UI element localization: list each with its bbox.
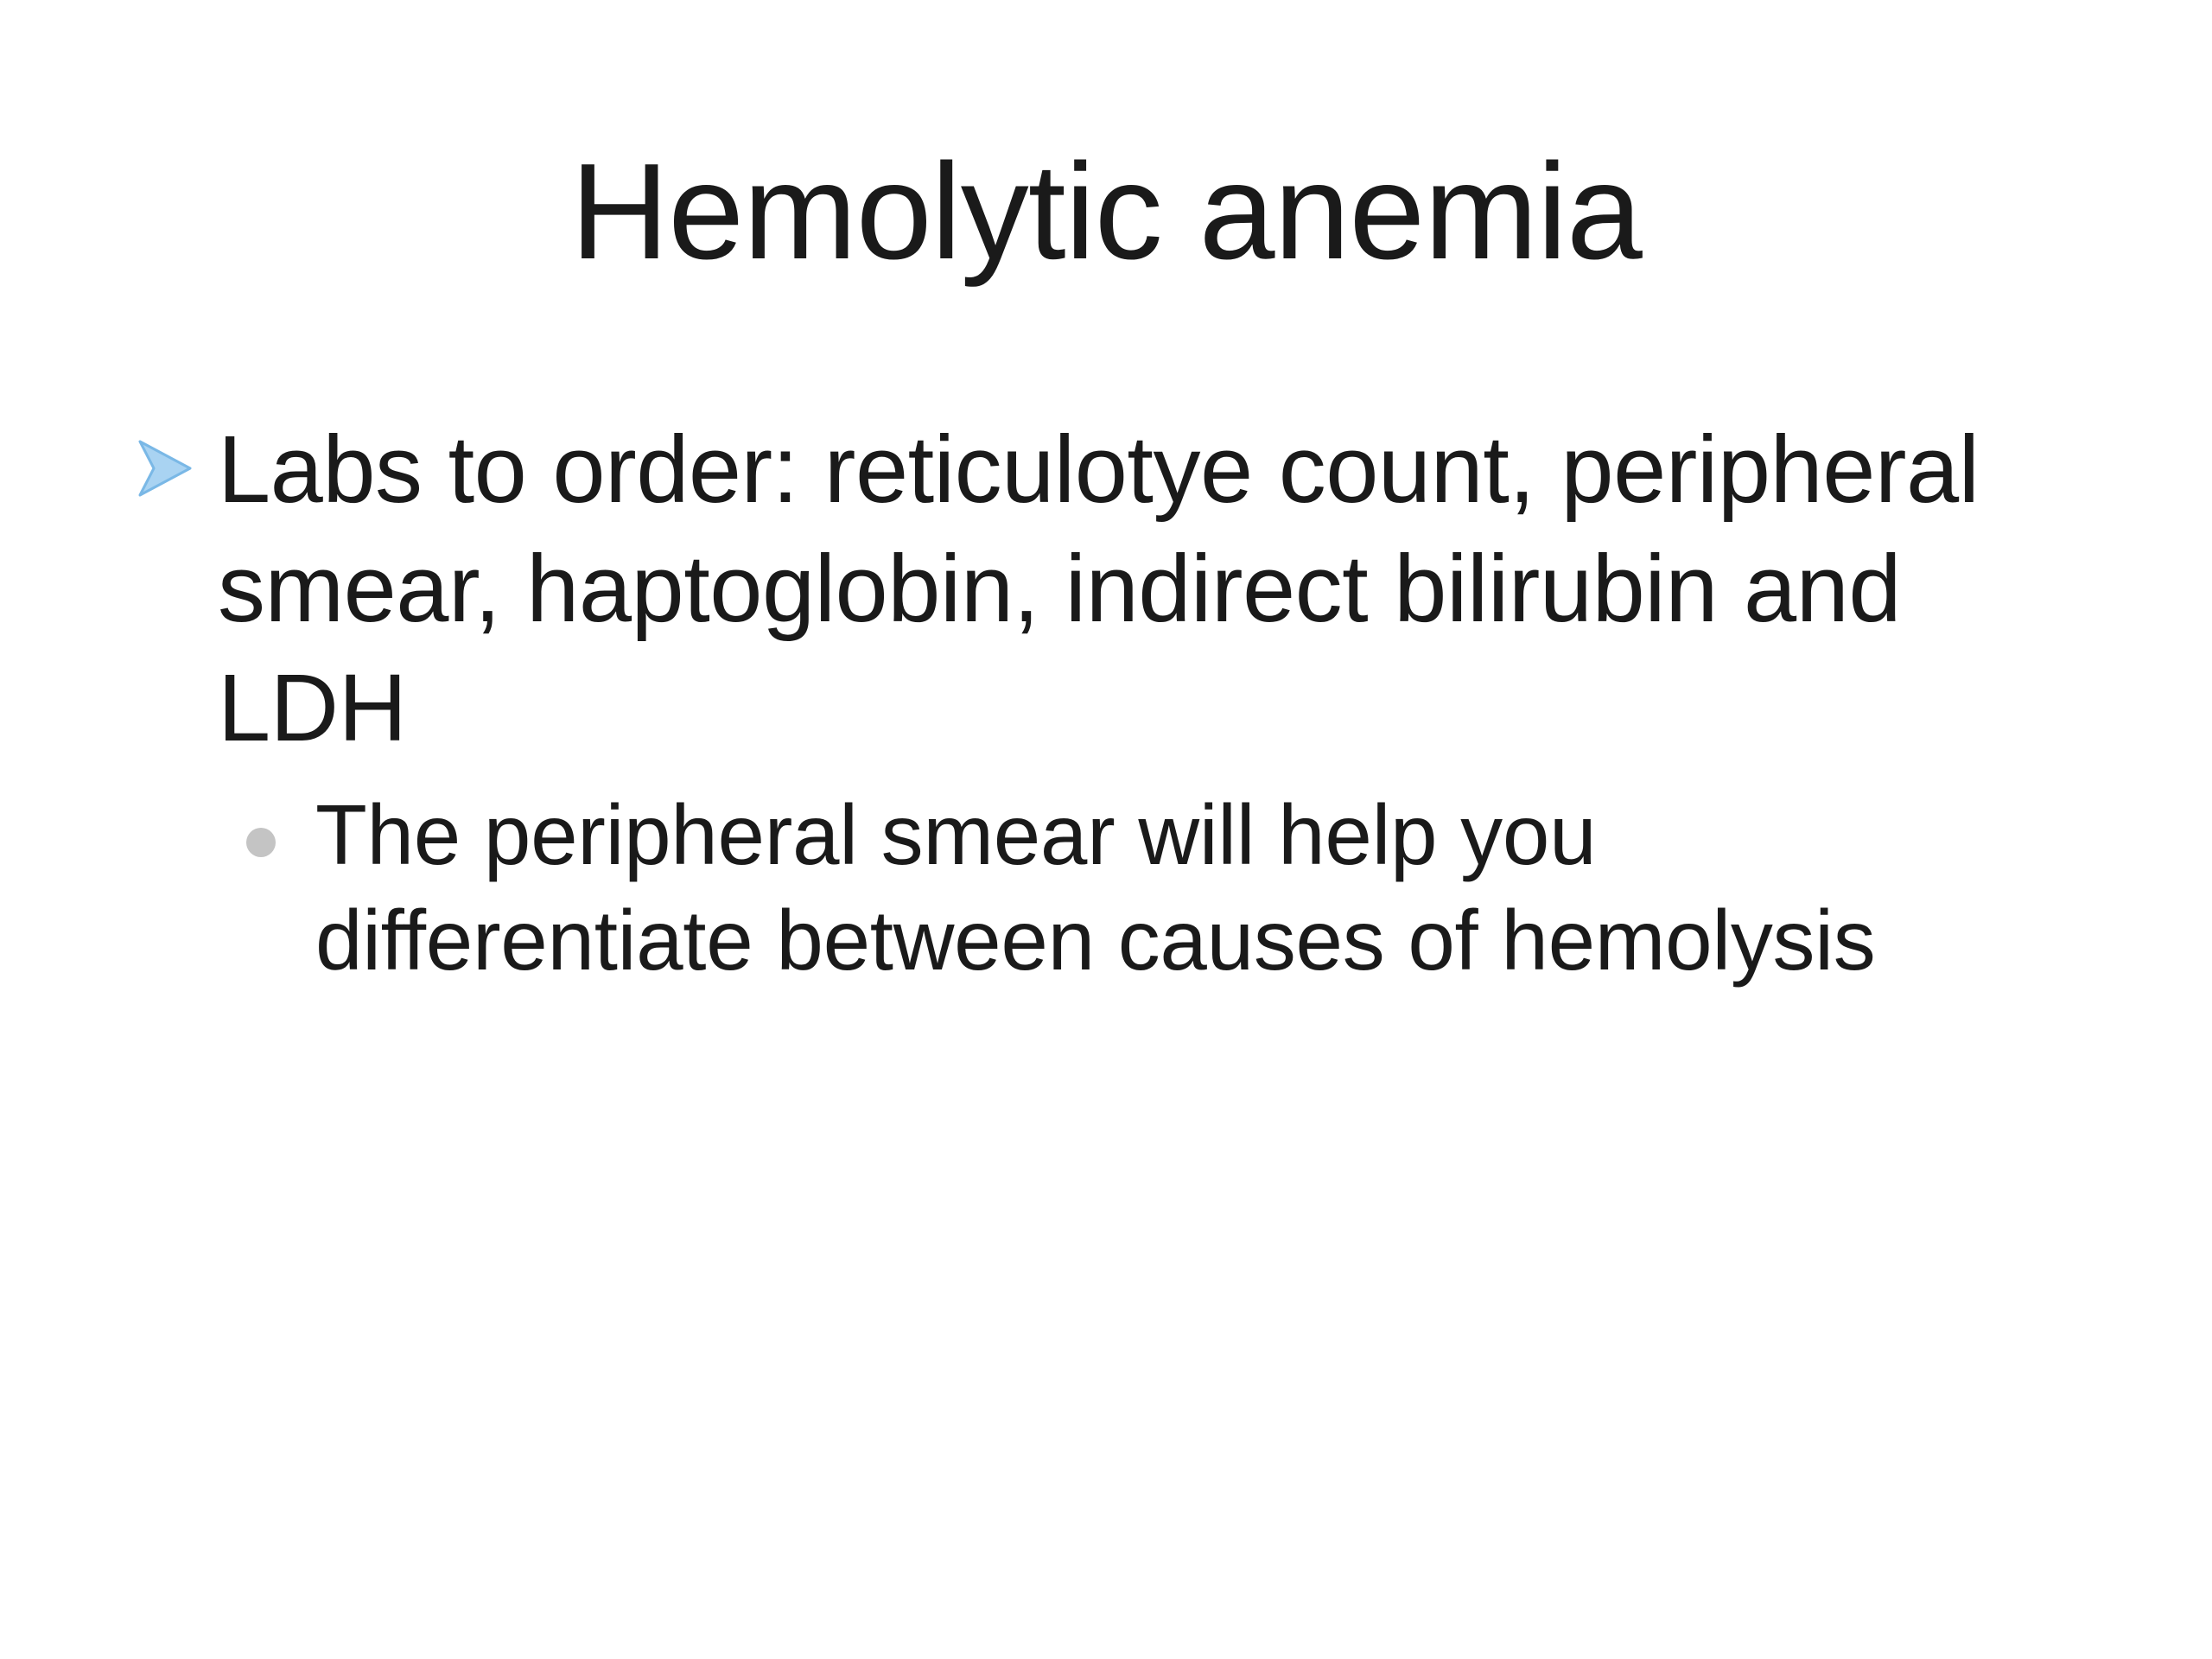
slide-title: Hemolytic anemia: [570, 136, 1642, 288]
dot-bullet-icon: [246, 828, 276, 857]
bullet-text: Labs to order: reticulotye count, peripheral smear, haptoglobin, indirect bilirubin and LDH: [218, 416, 1980, 761]
sub-bullet-text: The peripheral smear will help you differentiate between causes of hemolysis: [315, 787, 1876, 988]
arrow-bullet-icon: [138, 438, 192, 499]
